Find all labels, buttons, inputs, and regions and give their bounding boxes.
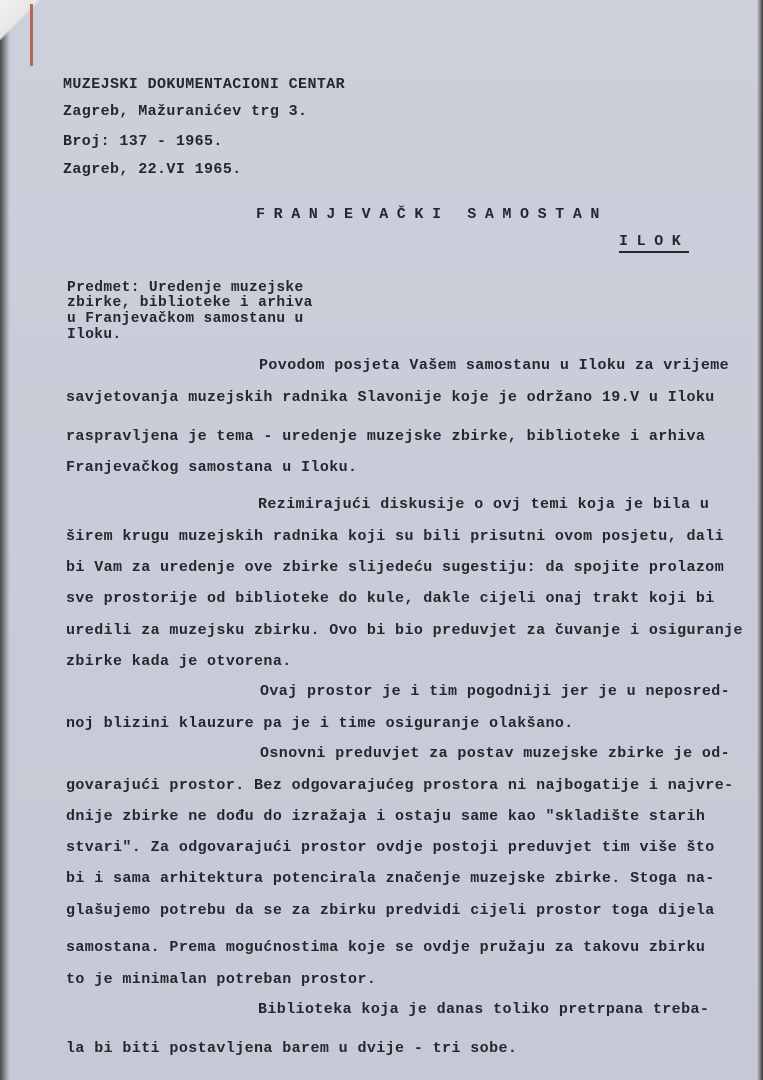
body-line: uredili za muzejsku zbirku. Ovo bi bio preduvjet za čuvanje i osiguranje xyxy=(66,622,743,639)
recipient-name: FRANJEVAČKI SAMOSTAN xyxy=(256,206,609,223)
institution-address: Zagreb, Mažuranićev trg 3. xyxy=(63,103,308,120)
letter-date: Zagreb, 22.VI 1965. xyxy=(63,161,242,178)
institution-name: MUZEJSKI DOKUMENTACIONI CENTAR xyxy=(63,76,346,93)
body-line: zbirke kada je otvorena. xyxy=(66,653,292,670)
body-line: Ovaj prostor je i tim pogodniji jer je u neposred- xyxy=(260,683,731,700)
subject-line: u Franjevačkom samostanu u xyxy=(67,311,304,327)
scan-edge-left xyxy=(0,0,10,1080)
subject-line: zbirke, biblioteke i arhiva xyxy=(67,295,313,311)
body-line: Biblioteka koja je danas toliko pretrpana treba- xyxy=(258,1001,710,1018)
body-line: Osnovni preduvjet za postav muzejske zbirke je od- xyxy=(260,745,731,762)
subject-line: Predmet: Uredenje muzejske xyxy=(67,280,304,296)
torn-corner xyxy=(0,0,40,40)
reference-number: Broj: 137 - 1965. xyxy=(63,133,223,150)
body-line: Franjevačkog samostana u Iloku. xyxy=(66,459,358,476)
body-line: sve prostorije od biblioteke do kule, dakle cijeli onaj trakt koji bi xyxy=(66,590,715,607)
body-line: savjetovanja muzejskih radnika Slavonije koje je održano 19.V u Iloku xyxy=(66,389,715,406)
scan-edge-right xyxy=(757,0,763,1080)
body-line: Rezimirajući diskusije o ovj temi koja je bila u xyxy=(258,496,710,513)
body-line: bi Vam za uredenje ove zbirke slijedeću sugestiju: da spojite prolazom xyxy=(66,559,725,576)
body-line: samostana. Prema mogućnostima koje se ovdje pružaju za takovu zbirku xyxy=(66,939,706,956)
subject-line: Iloku. xyxy=(67,327,122,343)
body-line: stvari". Za odgovarajući prostor ovdje postoji preduvjet tim više što xyxy=(66,839,715,856)
body-line: noj blizini klauzure pa je i time osiguranje olakšano. xyxy=(66,715,574,732)
body-line: širem krugu muzejskih radnika koji su bili prisutni ovom posjetu, dali xyxy=(66,528,725,545)
body-line: to je minimalan potreban prostor. xyxy=(66,971,377,988)
body-line: glašujemo potrebu da se za zbirku predvidi cijeli prostor toga dijela xyxy=(66,902,715,919)
body-line: raspravljena je tema - uredenje muzejske zbirke, biblioteke i arhiva xyxy=(66,428,706,445)
body-line: la bi biti postavljena barem u dvije - tri sobe. xyxy=(66,1040,518,1057)
body-line: Povodom posjeta Vašem samostanu u Iloku za vrijeme xyxy=(259,357,730,374)
body-line: dnije zbirke ne dođu do izražaja i ostaju same kao "skladište starih xyxy=(66,808,706,825)
body-line: bi i sama arhitektura potencirala značenje muzejske zbirke. Stoga na- xyxy=(66,870,715,887)
red-margin-mark xyxy=(30,4,33,66)
recipient-place: ILOK xyxy=(619,233,689,253)
body-line: govarajući prostor. Bez odgovarajućeg prostora ni najbogatije i najvre- xyxy=(66,777,734,794)
